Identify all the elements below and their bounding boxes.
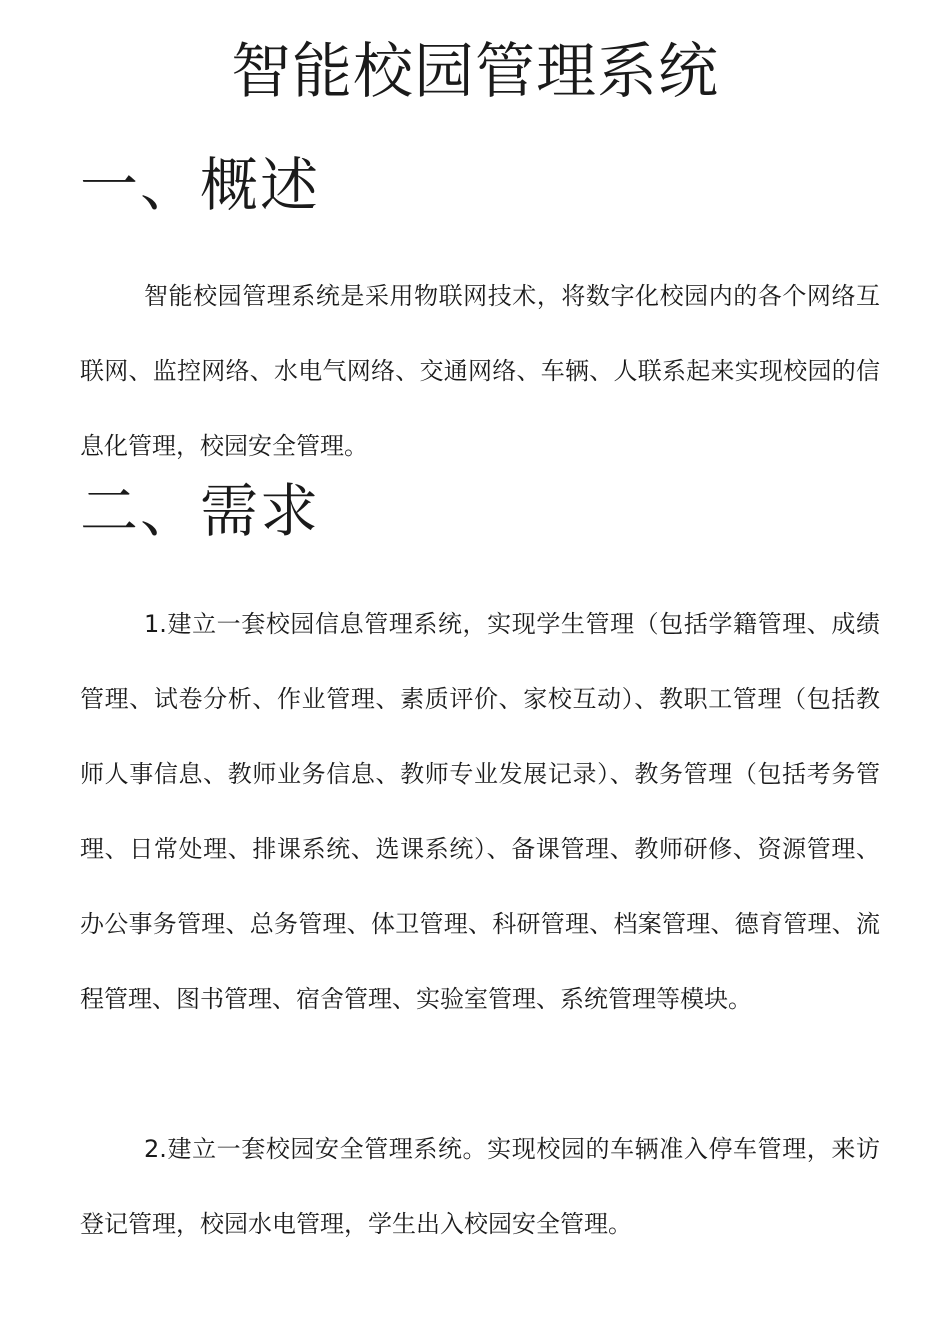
requirement-paragraph-2: 2.建立一套校园安全管理系统。实现校园的车辆准入停车管理，来访登记管理，校园水电管理，学生出入校园安全管理。	[80, 1135, 880, 1238]
section-heading-overview: 一、概述	[80, 151, 321, 219]
section-heading-requirements: 二、需求	[80, 477, 321, 545]
document-title: 智能校园管理系统	[231, 37, 719, 107]
overview-paragraph: 智能校园管理系统是采用物联网技术，将数字化校园内的各个网络互联网、监控网络、水电气网络、交通网络、车辆、人联系起来实现校园的信息化管理，校园安全管理。	[80, 282, 880, 460]
requirement-paragraph-1: 1.建立一套校园信息管理系统，实现学生管理（包括学籍管理、成绩管理、试卷分析、作业管理、素质评价、家校互动）、教职工管理（包括教师人事信息、教师业务信息、教师专业发展记录）、教务管理（包括考务管理、日常处理、排课系统、选课系统）、备课管理、教师研修、资源管理、办公事务管理、总务管理、体卫管理、科研管理、档案管理、德育管理、流程管理、图书管理、宿舍管理、实验室管理、系统管理等模块。	[80, 610, 880, 1013]
